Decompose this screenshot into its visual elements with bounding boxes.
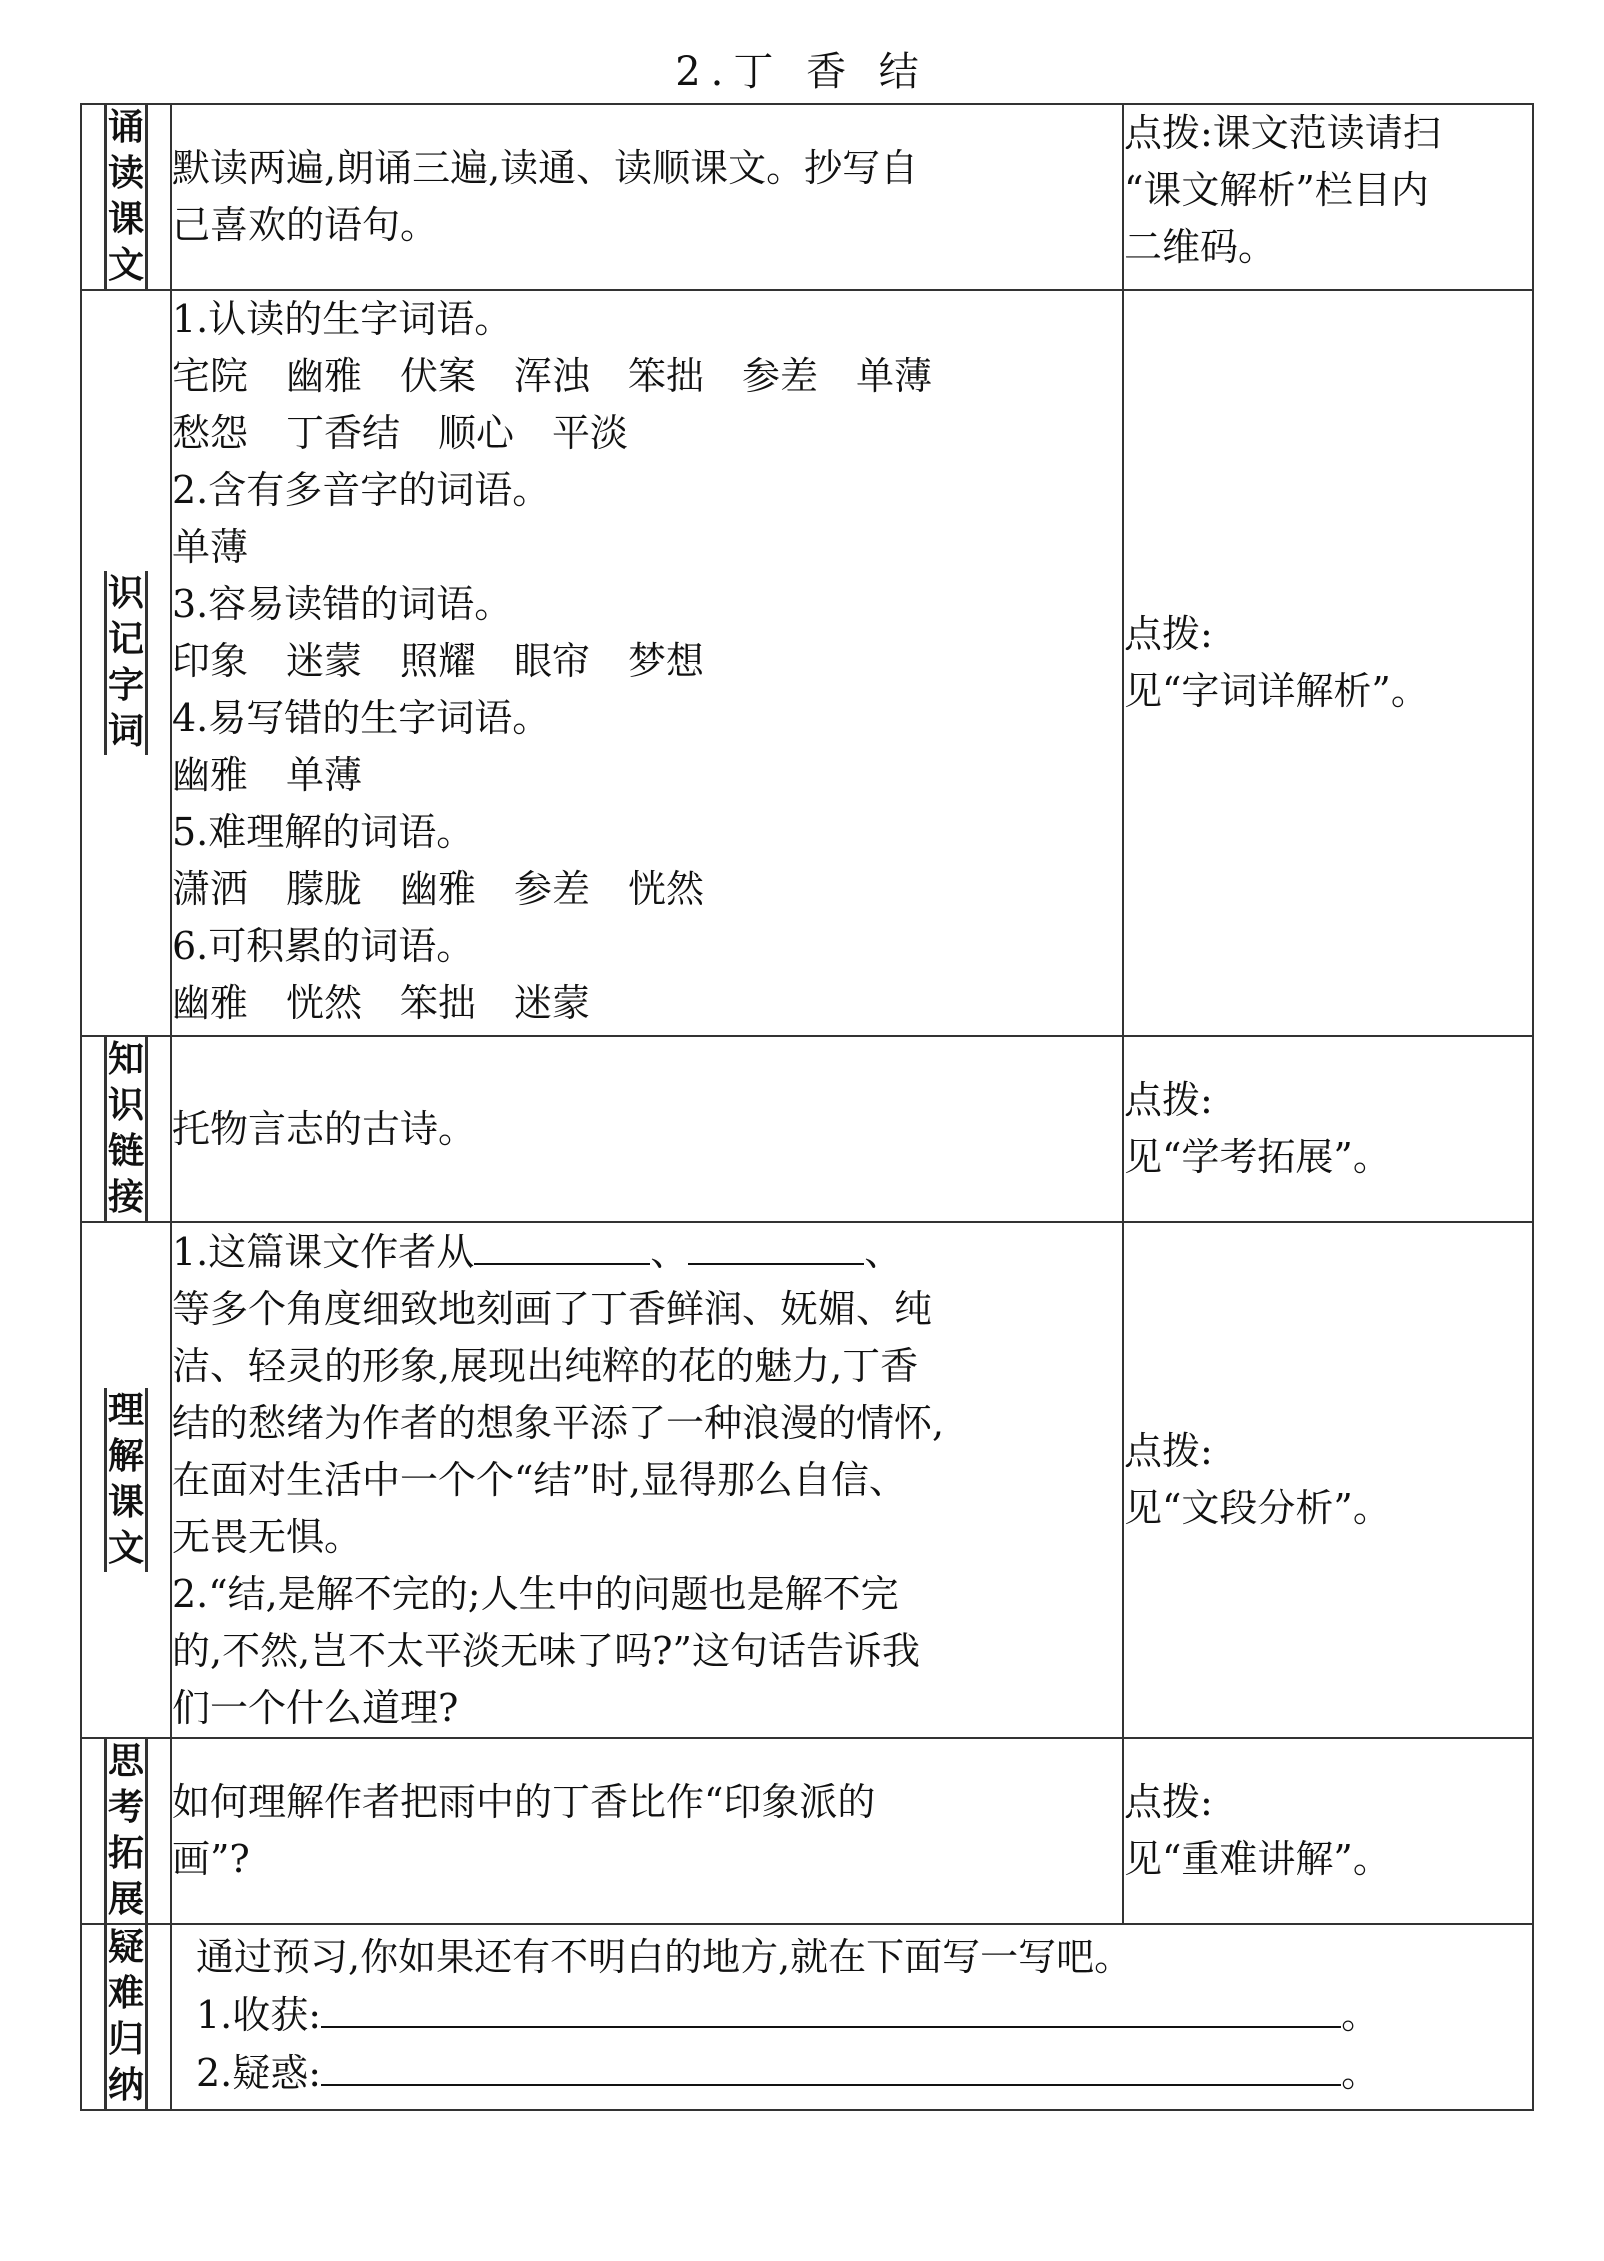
- row-recite: [81, 104, 1533, 290]
- row-questions: [81, 1924, 1533, 2110]
- content-line: 的,不然,岂不太平淡无味了吗?”这句话告诉我: [172, 1629, 920, 1673]
- note-line: 见“重难讲解”。: [1124, 1837, 1391, 1881]
- preview-table: [80, 103, 1534, 2111]
- harvest-line: [196, 1986, 1508, 2044]
- section-label-vocab: 识记字词: [81, 290, 171, 1036]
- harvest-input[interactable]: [321, 1986, 1341, 2028]
- section-note-extend: [1123, 1738, 1533, 1924]
- content-line: 4.易写错的生字词语。: [172, 696, 551, 740]
- content-line: 如何理解作者把雨中的丁香比作“印象派的: [172, 1780, 876, 1824]
- note-line: 点拨:: [1124, 1078, 1213, 1122]
- content-line: 无畏无惧。: [172, 1515, 363, 1559]
- content-line: 6.可积累的词语。: [172, 924, 475, 968]
- content-line: 愁怨 丁香结 顺心 平淡: [172, 411, 629, 455]
- section-content-understand: [171, 1222, 1123, 1738]
- content-line: 潇洒 朦胧 幽雅 参差 恍然: [172, 867, 705, 911]
- section-content-recite: [171, 104, 1123, 290]
- content-line: 宅院 幽雅 伏案 浑浊 笨拙 参差 单薄: [172, 354, 933, 398]
- note-line: 点拨:: [1124, 1429, 1213, 1473]
- content-line: 3.容易读错的词语。: [172, 582, 513, 626]
- doubt-label: 2.疑惑:: [196, 2051, 322, 2095]
- section-content-knowledge: [171, 1036, 1123, 1222]
- content-line: 5.难理解的词语。: [172, 810, 475, 854]
- row-knowledge: [81, 1036, 1533, 1222]
- content-line: 己喜欢的语句。: [172, 203, 439, 247]
- content-line: 画”?: [172, 1837, 250, 1881]
- section-label-recite: 诵读课文: [81, 104, 171, 290]
- content-line: 洁、轻灵的形象,展现出纯粹的花的魅力,丁香: [172, 1344, 919, 1388]
- section-note-understand: [1123, 1222, 1533, 1738]
- content-line: 们一个什么道理?: [172, 1686, 459, 1730]
- doubt-input[interactable]: [321, 2044, 1341, 2086]
- note-line: 见“学考拓展”。: [1124, 1135, 1391, 1179]
- doubt-line: [196, 2044, 1508, 2102]
- end-mark: 。: [1341, 2051, 1380, 2095]
- content-line: 在面对生活中一个个“结”时,显得那么自信、: [172, 1458, 907, 1502]
- question-1-prefix: 1.这篇课文作者从: [172, 1230, 475, 1274]
- blank-separator: 、: [650, 1230, 689, 1274]
- note-line: 点拨:课文范读请扫: [1124, 111, 1441, 155]
- note-line: “课文解析”栏目内: [1124, 168, 1429, 212]
- note-line: 点拨:: [1124, 1780, 1213, 1824]
- note-line: 点拨:: [1124, 612, 1213, 656]
- end-mark: 。: [1341, 1993, 1380, 2037]
- section-note-knowledge: [1123, 1036, 1533, 1222]
- section-label-understand: 理解课文: [81, 1222, 171, 1738]
- content-line: 2.“结,是解不完的;人生中的问题也是解不完: [172, 1572, 899, 1616]
- blank-separator: 、: [864, 1230, 903, 1274]
- question-1-line: [172, 1223, 1122, 1281]
- note-line: 见“字词详解析”。: [1124, 669, 1429, 713]
- section-content-vocab: [171, 290, 1123, 1036]
- answer-blank-1[interactable]: [474, 1223, 650, 1265]
- content-line: 2.含有多音字的词语。: [172, 468, 551, 512]
- section-label-extend: 思考拓展: [81, 1738, 171, 1924]
- note-line: 见“文段分析”。: [1124, 1486, 1391, 1530]
- content-line: 单薄: [172, 525, 249, 569]
- row-vocab: [81, 290, 1533, 1036]
- content-line: 印象 迷蒙 照耀 眼帘 梦想: [172, 639, 705, 683]
- intro-line: 通过预习,你如果还有不明白的地方,就在下面写一写吧。: [196, 1935, 1133, 1979]
- content-line: 结的愁绪为作者的想象平添了一种浪漫的情怀,: [172, 1401, 945, 1445]
- section-content-extend: [171, 1738, 1123, 1924]
- row-understand: [81, 1222, 1533, 1738]
- content-line: 1.认读的生字词语。: [172, 297, 513, 341]
- section-label-knowledge: 知识链接: [81, 1036, 171, 1222]
- row-extend: [81, 1738, 1533, 1924]
- content-line: 托物言志的古诗。: [172, 1106, 477, 1151]
- content-line: 默读两遍,朗诵三遍,读通、读顺课文。抄写自: [172, 146, 919, 190]
- answer-blank-2[interactable]: [688, 1223, 864, 1265]
- content-line: 幽雅 单薄: [172, 753, 363, 797]
- section-label-questions: 疑难归纳: [81, 1924, 171, 2110]
- content-line: 等多个角度细致地刻画了丁香鲜润、妩媚、纯: [172, 1287, 933, 1331]
- harvest-label: 1.收获:: [196, 1993, 322, 2037]
- section-content-questions: [171, 1924, 1533, 2110]
- note-line: 二维码。: [1124, 225, 1277, 269]
- section-note-vocab: [1123, 290, 1533, 1036]
- section-note-recite: [1123, 104, 1533, 290]
- page-title: 2.丁 香 结: [675, 49, 929, 95]
- content-line: 幽雅 恍然 笨拙 迷蒙: [172, 981, 591, 1025]
